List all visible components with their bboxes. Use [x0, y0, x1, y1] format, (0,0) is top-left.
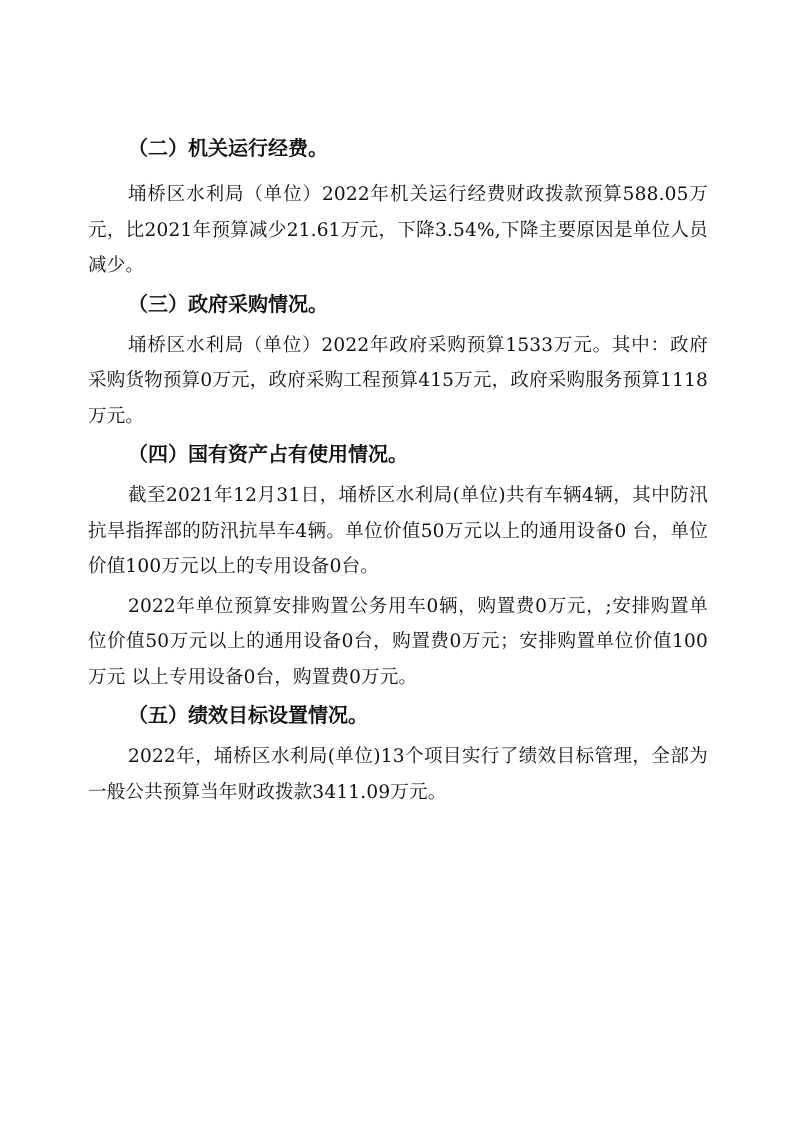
section-government-procurement: [88, 284, 708, 435]
section-heading: （四）国有资产占有使用情况。: [128, 442, 408, 466]
section-state-assets: [88, 434, 708, 695]
paragraph: 埇桥区水利局（单位）2022年机关运行经费财政拨款预算588.05万元，比2021年预算减少21.61万元，下降3.54%,下降主要原因是单位人员减少。: [88, 184, 708, 276]
document-body: [88, 118, 708, 810]
section-performance-targets: [88, 695, 708, 810]
section-heading: （二）机关运行经费。: [128, 136, 328, 160]
paragraph: 埇桥区水利局（单位）2022年政府采购预算1533万元。其中：政府采购货物预算0万元，政府采购工程预算415万元，政府采购服务预算1118万元。: [88, 334, 708, 427]
section-operating-expenses: [88, 128, 708, 284]
paragraph: 2022年，埇桥区水利局(单位)13个项目实行了绩效目标管理，全部为一般公共预算当年财政拨款3411.09万元。: [88, 746, 708, 803]
section-heading: （三）政府采购情况。: [128, 291, 328, 316]
paragraph: 截至2021年12月31日，埇桥区水利局(单位)共有车辆4辆，其中防汛抗旱指挥部的防汛抗旱车4辆。单位价值50万元以上的通用设备0 台，单位价值100万元以上的专用设备0台。: [88, 485, 708, 577]
paragraph: 2022年单位预算安排购置公务用车0辆，购置费0万元，;安排购置单位价值50万元以上的通用设备0台，购置费0万元；安排购置单位价值100万元 以上专用设备0台，购置费0万元。: [88, 595, 708, 688]
section-heading: （五）绩效目标设置情况。: [128, 703, 368, 727]
